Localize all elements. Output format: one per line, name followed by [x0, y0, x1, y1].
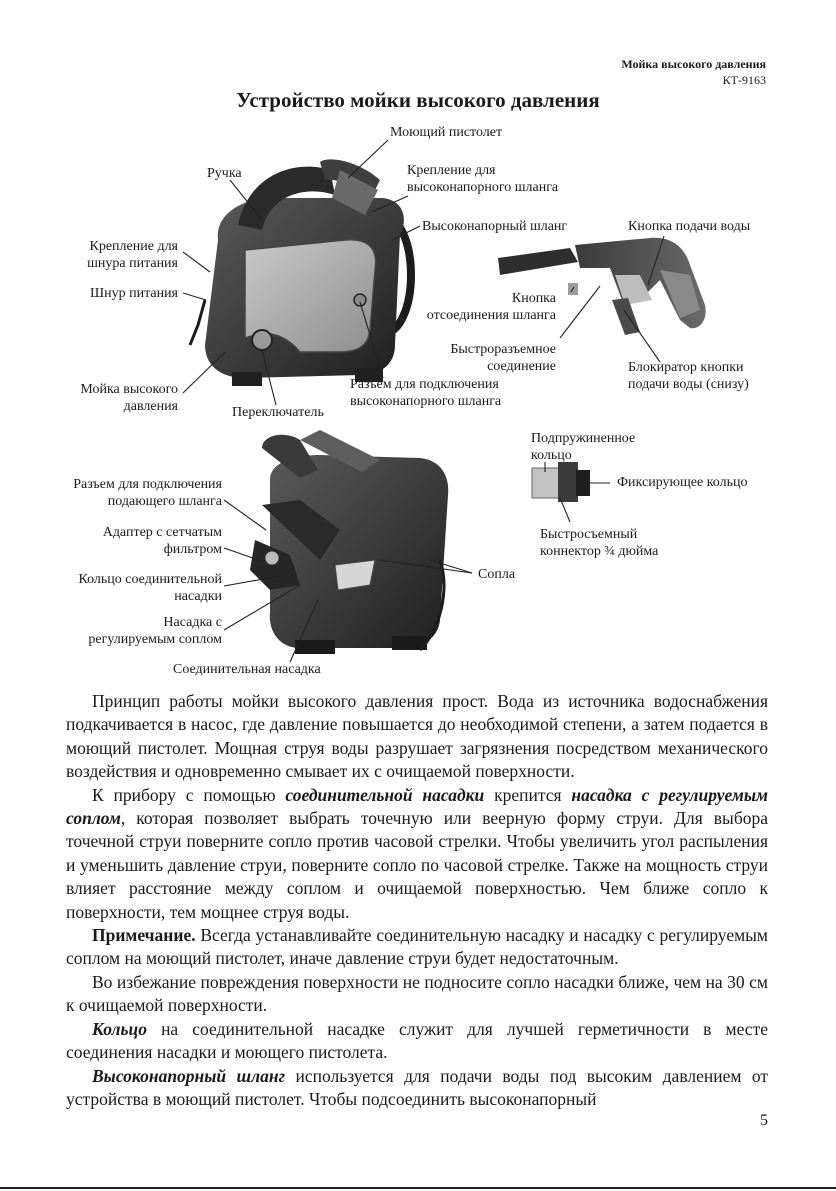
washer-back-illustration [250, 430, 448, 654]
text-span: Всегда устанавливайте соединительную насадку и насадку с регулируемым соплом на моющий пистолет, иначе давление струи будет недостаточным. [66, 925, 768, 969]
label-hose-mount-2: высоконапорного шланга [407, 180, 559, 195]
label-quick-2: соединение [487, 359, 556, 374]
label-fix-ring: Фиксирующее кольцо [617, 475, 748, 490]
bottom-rule [0, 1187, 836, 1189]
label-inlet-1: Разъем для подключения [73, 477, 222, 492]
header-section: Мойка высокого давления [621, 57, 766, 71]
label-cord-mount-2: шнура питания [87, 256, 178, 271]
paragraph-ring [66, 1018, 768, 1065]
paragraph-distance: Во избежание повреждения поверхности не подносите сопло насадки ближе, чем на 30 см к очищаемой поверхности. [66, 971, 768, 1016]
label-lock-2: подачи воды (снизу) [628, 377, 749, 392]
label-washer-2: давления [123, 399, 178, 414]
label-release-1: Кнопка [511, 291, 556, 306]
body-text [66, 690, 768, 1111]
label-connecting-nozzle: Соединительная насадка [173, 662, 321, 677]
text-span: на соединительной насадке служит для лучшей герметичности в месте соединения насадки и моющего пистолета. [66, 1018, 768, 1063]
label-release-2: отсоединения шланга [426, 308, 556, 323]
label-switch: Переключатель [232, 405, 324, 420]
page-title: Устройство мойки высокого давления [236, 88, 600, 112]
label-spring-2: кольцо [531, 448, 572, 463]
label-qd-2: коннектор ¾ дюйма [540, 544, 659, 559]
label-spring-1: Подпружиненное [531, 431, 636, 446]
paragraph-hose [66, 1065, 768, 1112]
label-nozzle-2: регулируемым соплом [88, 632, 222, 647]
label-quick-1: Быстроразъемное [450, 342, 556, 357]
label-adapter-2: фильтром [163, 542, 222, 557]
label-nozzles: Сопла [478, 567, 516, 582]
label-qd-1: Быстросъемный [540, 527, 638, 542]
text-span: , которая позволяет выбрать точечную или веерную форму струи. Для выбора точечной струи поверните сопло против часовой стрелки. Чтобы увеличить угол распыления и уменьшить давление струи, поверните сопло по часовой стрелке. Также на мощность струи влияет расстояние между соплом и очищаемой поверхностью. Чем ближе сопло к поверхности, тем мощнее струя воды. [66, 808, 768, 922]
emphasis-hose: Высоконапорный шланг [92, 1065, 286, 1086]
emphasis-adjustable-nozzle: насадка с регулируемым соплом [66, 784, 768, 829]
label-inlet-2: подающего шланга [107, 494, 222, 509]
label-nozzle-1: Насадка с [163, 615, 222, 630]
washer-front-illustration [190, 159, 411, 386]
label-connector-1: Разъем для подключения [350, 377, 499, 392]
label-ring-1: Кольцо соединительной [78, 572, 222, 587]
text-span: крепится [484, 784, 572, 805]
label-gun: Моющий пистолет [390, 125, 503, 140]
label-connector-2: высоконапорного шланга [350, 394, 502, 409]
emphasis-ring: Кольцо [92, 1018, 147, 1039]
paragraph-principle: Принцип работы мойки высокого давления прост. Вода из источника водоснабжения подкачивается в насос, где давление повышается до необходимой степени, а затем подается в моющий пистолет. Мощная струя воды разрушает загрязнения посредством механического воздействия и одновременно смывает их с очищаемой поверхности. [66, 691, 768, 782]
label-lock-1: Блокиратор кнопки [628, 360, 744, 375]
label-washer-1: Мойка высокого [80, 382, 178, 397]
label-water-button: Кнопка подачи воды [628, 219, 751, 234]
text-span: К прибору с помощью [92, 784, 286, 805]
page-number: 5 [760, 1112, 768, 1129]
quick-connector-illustration [532, 462, 590, 502]
paragraph-nozzle [66, 784, 768, 924]
paragraph-note [66, 924, 768, 971]
emphasis-connecting-nozzle: соединительной насадки [285, 784, 485, 805]
text-span: используется для подачи воды под высоким давлением от устройства в моющий пистолет. Чтобы подсоединить высоконапорный [66, 1065, 769, 1109]
label-hp-hose: Высоконапорный шланг [422, 219, 568, 234]
header-model: КТ-9163 [722, 73, 766, 87]
label-hose-mount-1: Крепление для [407, 163, 496, 178]
note-label: Примечание. [92, 925, 196, 946]
label-power-cord: Шнур питания [89, 286, 178, 301]
label-handle: Ручка [207, 166, 242, 181]
label-ring-2: насадки [174, 589, 222, 604]
label-adapter-1: Адаптер с сетчатым [102, 525, 222, 540]
label-cord-mount-1: Крепление для [89, 239, 178, 254]
